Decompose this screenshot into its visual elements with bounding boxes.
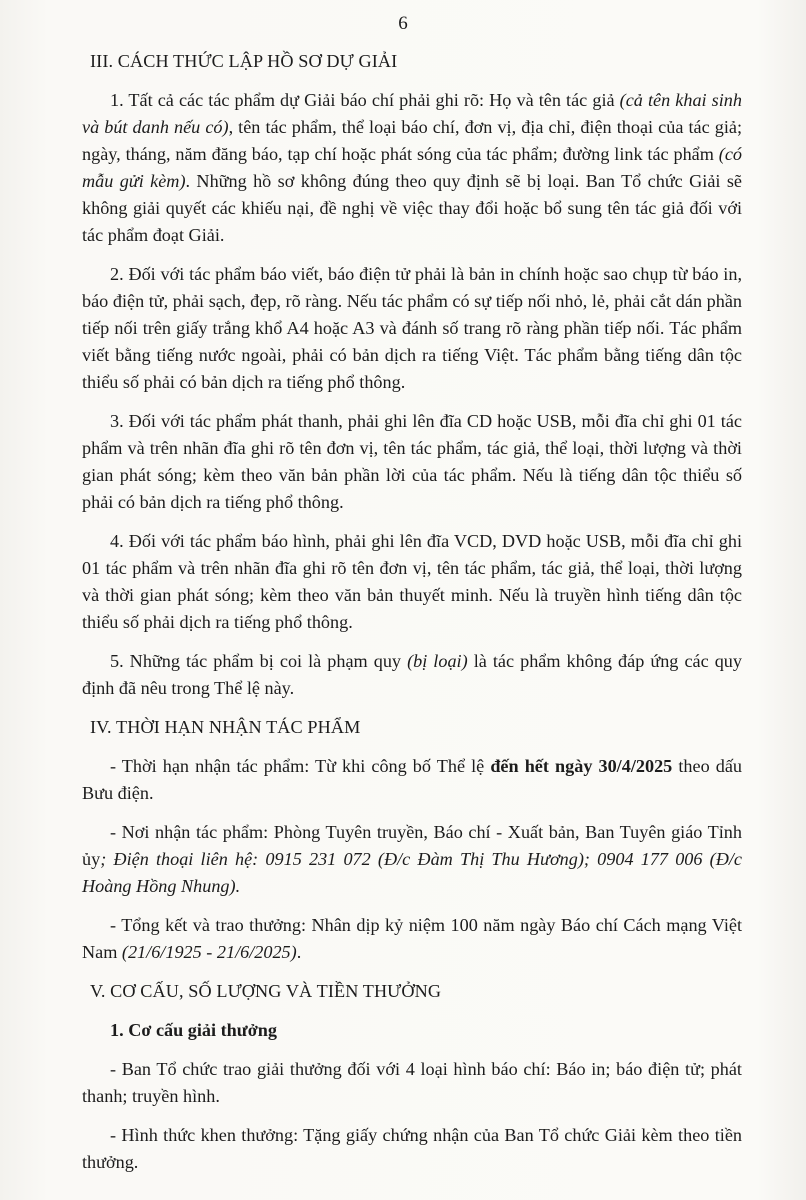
deadline-paragraph: [82, 753, 742, 807]
bold-deadline: đến hết ngày 30/4/2025: [490, 756, 673, 776]
paragraph-text: , tên tác phẩm, thể loại báo chí, đơn vị, địa chỉ, điện thoại của tác giả; ngày, tháng, năm đăng báo, tạp chí hoặc phát sóng của tác phẩm; đường link tác phẩm: [82, 117, 743, 164]
paragraph-text: là tác phẩm không đáp ứng các quy định đã nêu trong Thể lệ này.: [82, 651, 742, 698]
paragraph-text: - Nơi nhận tác phẩm: Phòng Tuyên truyền, Báo chí - Xuất bản, Ban Tuyên giáo Tỉnh ủy: [82, 822, 742, 869]
paragraph-text: - Thời hạn nhận tác phẩm: Từ khi công bố Thể lệ: [110, 756, 491, 776]
section-3-paragraph-1: [82, 87, 742, 249]
italic-note: (bị loại): [407, 651, 468, 671]
section-3-paragraph-4: 4. Đối với tác phẩm báo hình, phải ghi lên đĩa VCD, DVD hoặc USB, mỗi đĩa chỉ ghi 01 tác phẩm và trên nhãn đĩa ghi rõ tên đơn vị, tên tác phẩm, tác giả, thể loại, thời lượng và thời gian phát sóng; kèm theo văn bản thuyết minh. Nếu là truyền hình tiếng dân tộc thiểu số phải dịch ra tiếng phổ thông.: [82, 531, 742, 632]
submission-place-paragraph: [82, 819, 742, 900]
ceremony-paragraph: [82, 912, 742, 966]
paragraph-text: theo dấu Bưu điện.: [82, 756, 742, 803]
italic-note: (có mẫu gửi kèm): [82, 144, 742, 191]
paragraph-text: . Những hồ sơ không đúng theo quy định sẽ bị loại. Ban Tổ chức Giải sẽ không giải quyết các khiếu nại, đề nghị về việc thay đổi hoặc bổ sung tên tác giả đối với tác phẩm đoạt Giải.: [82, 171, 742, 245]
paragraph-text: - Tổng kết và trao thưởng: Nhân dịp kỷ niệm 100 năm ngày Báo chí Cách mạng Việt Nam: [82, 915, 742, 962]
section-5-subheading: 1. Cơ cấu giải thưởng: [110, 1020, 277, 1040]
italic-note: (21/6/1925 - 21/6/2025): [121, 942, 297, 962]
section-3-heading: III. CÁCH THỨC LẬP HỒ SƠ DỰ GIẢI: [90, 51, 398, 71]
document-body: [82, 48, 742, 1188]
section-3-paragraph-2: 2. Đối với tác phẩm báo viết, báo điện tử phải là bản in chính hoặc sao chụp từ báo in, báo điện tử, phải sạch, đẹp, rõ ràng. Nếu tác phẩm có sự tiếp nối nhỏ, lẻ, phải cắt dán phần tiếp nối trên giấy trắng khổ A4 hoặc A3 và đánh số trang rõ ràng phần tiếp nối. Tác phẩm viết bằng tiếng nước ngoài, phải có bản dịch ra tiếng Việt. Tác phẩm bằng tiếng dân tộc thiểu số phải có bản dịch ra tiếng phổ thông.: [82, 264, 742, 392]
section-5-paragraph-2: - Hình thức khen thưởng: Tặng giấy chứng nhận của Ban Tổ chức Giải kèm theo tiền thưởng.: [82, 1125, 742, 1172]
section-3-paragraph-5: [82, 648, 742, 702]
section-4-heading: IV. THỜI HẠN NHẬN TÁC PHẨM: [90, 717, 361, 737]
italic-contact-info: ; Điện thoại liên hệ: 0915 231 072 (Đ/c Đàm Thị Thu Hương); 0904 177 006 (Đ/c Hoàng Hồng Nhung).: [82, 849, 742, 896]
section-5-heading: V. CƠ CẤU, SỐ LƯỢNG VÀ TIỀN THƯỞNG: [90, 981, 442, 1001]
page-number: 6: [398, 13, 408, 34]
paragraph-text: .: [296, 942, 302, 962]
italic-note: (cả tên khai sinh và bút danh nếu có): [82, 90, 742, 137]
section-3-paragraph-3: 3. Đối với tác phẩm phát thanh, phải ghi lên đĩa CD hoặc USB, mỗi đĩa chỉ ghi 01 tác phẩm và trên nhãn đĩa ghi rõ tên đơn vị, tên tác phẩm, tác giả, thể loại, thời lượng và thời gian phát sóng; kèm theo văn bản phần lời của tác phẩm. Nếu là tiếng dân tộc thiểu số phải có bản dịch ra tiếng phổ thông.: [82, 411, 742, 512]
paragraph-text: 1. Tất cả các tác phẩm dự Giải báo chí phải ghi rõ: Họ và tên tác giả: [110, 90, 620, 110]
section-5-paragraph-1: - Ban Tổ chức trao giải thưởng đối với 4 loại hình báo chí: Báo in; báo điện tử; phát thanh; truyền hình.: [82, 1059, 742, 1106]
paragraph-text: 5. Những tác phẩm bị coi là phạm quy: [110, 651, 408, 671]
